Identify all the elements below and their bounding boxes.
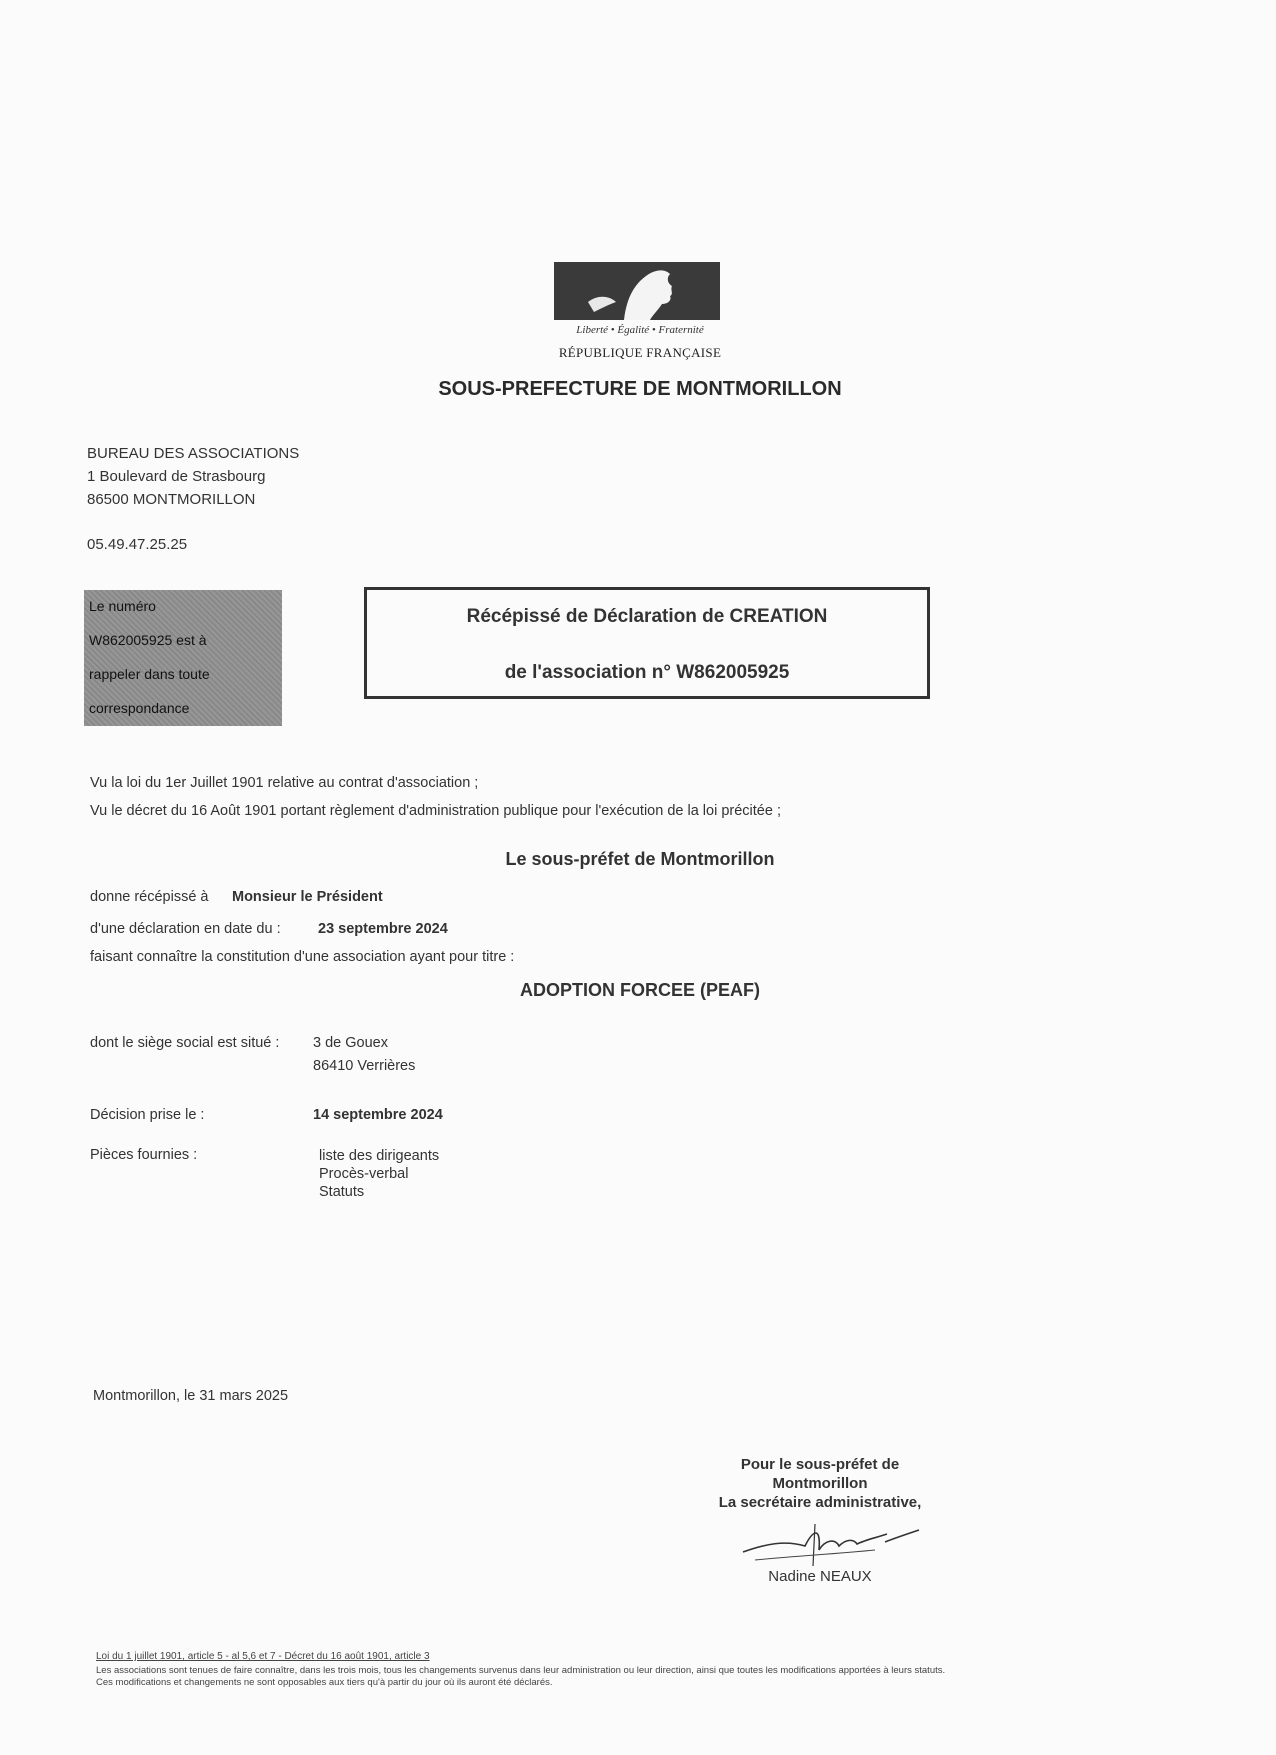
receipt-title: Récépissé de Déclaration de CREATION [466,606,828,627]
signatory-name: Nadine NEAUX [768,1568,872,1585]
recipient-value: Monsieur le Président [232,889,383,905]
marianne-profile-icon [554,262,720,320]
motto: Liberté • Égalité • Fraternité [576,324,704,336]
place-date: Montmorillon, le 31 mars 2025 [93,1388,289,1404]
list-item: liste des dirigeants [319,1148,440,1164]
legal-reference-decree: Vu le décret du 16 Août 1901 portant règlement d'administration publique pour l'exécution de la loi précitée ; [90,803,781,819]
prefecture-title: SOUS-PREFECTURE DE MONTMORILLON [438,378,842,400]
recipient-label: donne récépissé à [90,889,209,905]
documents-list [319,1147,439,1201]
notice-line: W862005925 est à [89,632,207,648]
authority-title: Le sous-préfet de Montmorillon [505,849,775,869]
notice-line: correspondance [89,700,190,716]
marianne-logo [554,262,720,320]
signature-line: La secrétaire administrative, [718,1494,922,1511]
bureau-city: 86500 MONTMORILLON [87,491,256,508]
bureau-name: BUREAU DES ASSOCIATIONS [87,445,300,462]
declaration-date-label: d'une déclaration en date du : [90,921,281,937]
footer-legal-text: Ces modifications et changements ne sont opposables aux tiers qu'à partir du jour où ils auront été déclarés. [96,1677,553,1688]
signature-line: Montmorillon [772,1475,868,1492]
list-item: Procès-verbal [319,1166,409,1182]
declaration-date-value: 23 septembre 2024 [318,921,448,937]
signature-block [680,1455,960,1512]
seat-address-line1: 3 de Gouex [313,1035,388,1051]
footer-legal-text: Les associations sont tenues de faire connaître, dans les trois mois, tous les changements survenus dans leur administration ou leur direction, ainsi que toutes les modifications apportées à leurs statuts. [96,1665,946,1676]
footer-legal-title: Loi du 1 juillet 1901, article 5 - al 5,6 et 7 - Décret du 16 août 1901, article 3 [96,1651,430,1662]
notice-line: Le numéro [89,598,156,614]
decision-label: Décision prise le : [90,1107,205,1123]
receipt-title-box [364,587,930,699]
bureau-street: 1 Boulevard de Strasbourg [87,468,266,485]
list-item: Statuts [319,1184,365,1200]
documents-label: Pièces fournies : [90,1147,198,1163]
association-title: ADOPTION FORCEE (PEAF) [519,980,760,1000]
republic-label: RÉPUBLIQUE FRANÇAISE [558,345,722,360]
seat-address-line2: 86410 Verrières [313,1058,416,1074]
seat-label: dont le siège social est situé : [90,1035,280,1051]
handwritten-signature [735,1520,925,1570]
notice-line: rappeler dans toute [89,666,210,682]
receipt-subtitle: de l'association n° W862005925 [504,662,790,683]
signature-line: Pour le sous-préfet de [740,1456,900,1473]
bureau-phone: 05.49.47.25.25 [87,536,188,553]
reference-number-notice [84,590,282,726]
legal-reference-law: Vu la loi du 1er Juillet 1901 relative au contrat d'association ; [90,775,479,791]
constitution-text: faisant connaître la constitution d'une association ayant pour titre : [90,949,515,965]
decision-date: 14 septembre 2024 [313,1107,443,1123]
